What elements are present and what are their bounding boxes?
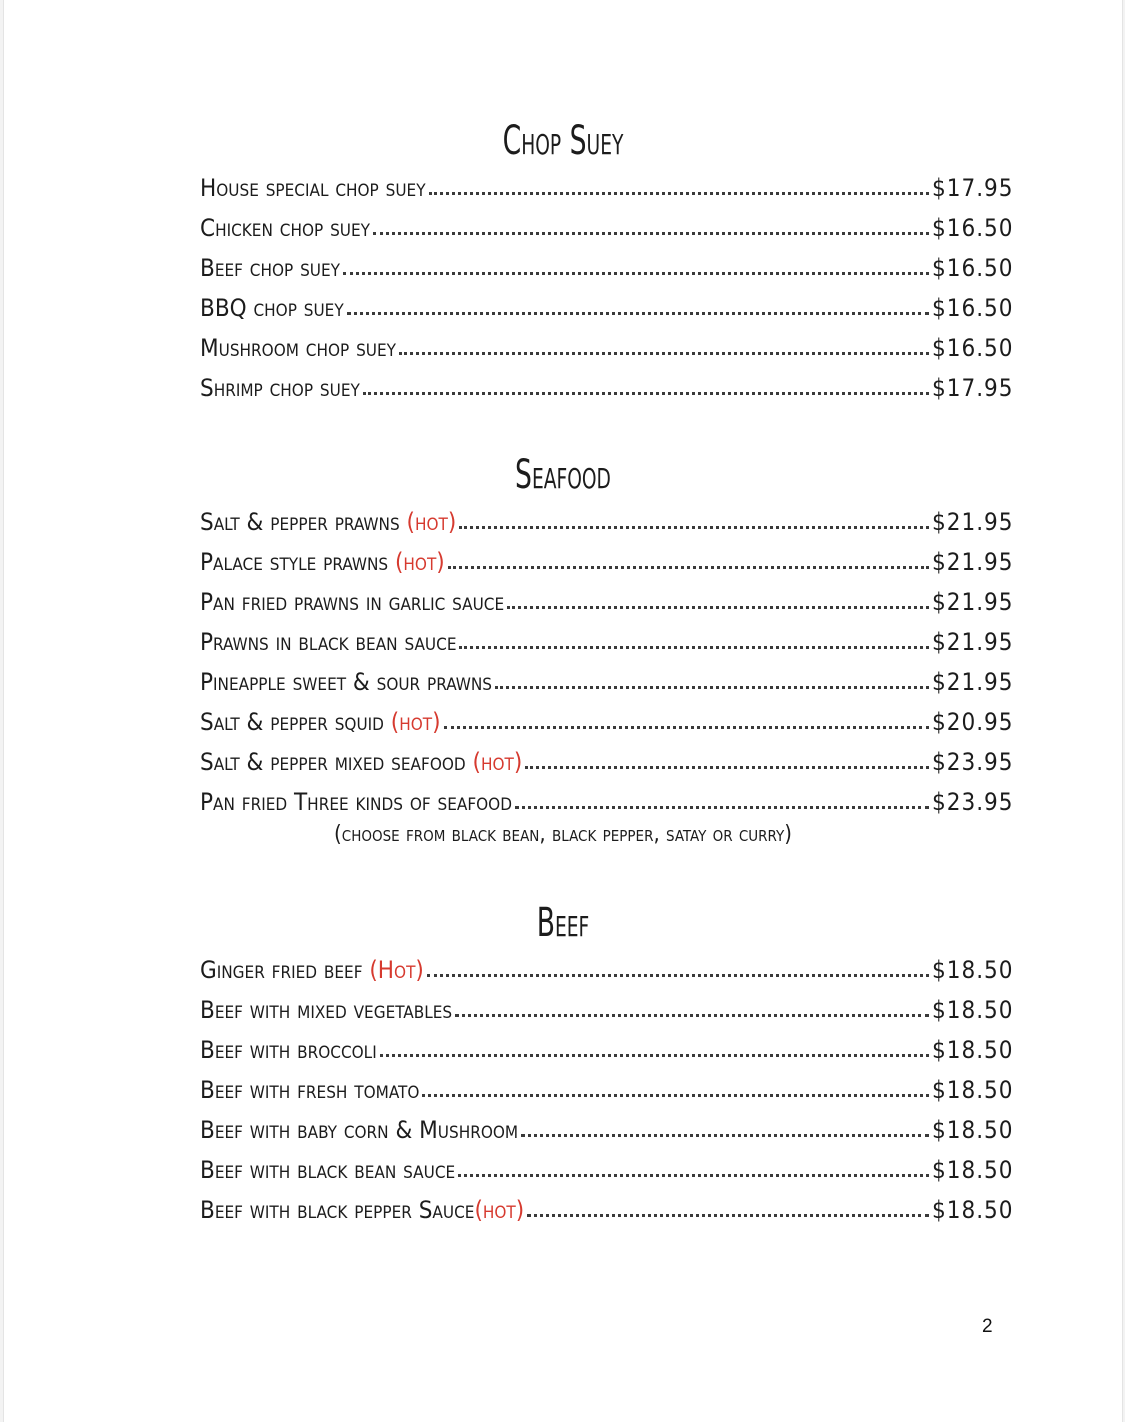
item-price: $21.95 (932, 508, 1014, 536)
item-price: $17.95 (932, 174, 1014, 202)
menu-item (200, 326, 1014, 366)
hot-tag: (hot) (474, 1196, 525, 1224)
item-price: $21.95 (932, 668, 1014, 696)
item-name: Beef with broccoli (200, 1036, 377, 1064)
dot-leader (515, 806, 929, 809)
item-price: $16.50 (932, 334, 1014, 362)
dot-leader (521, 1134, 929, 1137)
dot-leader (429, 192, 929, 195)
menu-item (200, 948, 1014, 988)
item-name: Pan fried prawns in garlic sauce (200, 588, 505, 616)
dot-leader (458, 1174, 929, 1177)
menu-item (200, 620, 1014, 660)
item-name: Prawns in black bean sauce (200, 628, 457, 656)
item-price: $18.50 (932, 1076, 1014, 1104)
menu-item (200, 500, 1014, 540)
dot-leader (444, 726, 929, 729)
item-name: Beef with mixed vegetables (200, 996, 453, 1024)
menu-item (200, 1028, 1014, 1068)
item-price: $20.95 (932, 708, 1014, 736)
menu-item (200, 1148, 1014, 1188)
dot-leader (427, 974, 929, 977)
menu-item (200, 1188, 1014, 1228)
menu-item (200, 1108, 1014, 1148)
dot-leader (380, 1054, 929, 1057)
item-price: $23.95 (932, 788, 1014, 816)
dot-leader (347, 312, 929, 315)
hot-tag: (hot) (472, 748, 523, 776)
dot-leader (455, 1014, 929, 1017)
dot-leader (525, 766, 929, 769)
dot-leader (448, 566, 929, 569)
hot-tag: (hot) (390, 708, 441, 736)
item-price: $18.50 (932, 956, 1014, 984)
menu-item (200, 1068, 1014, 1108)
menu-item (200, 286, 1014, 326)
menu-item (200, 700, 1014, 740)
section-title-chop-suey: Chop Suey (502, 118, 624, 164)
item-name: Beef with black pepper Sauce(hot) (200, 1196, 525, 1224)
menu-item (200, 988, 1014, 1028)
item-name: Beef with fresh tomato (200, 1076, 420, 1104)
item-price: $18.50 (932, 1156, 1014, 1184)
dot-leader (495, 686, 929, 689)
item-price: $16.50 (932, 294, 1014, 322)
menu-item (200, 580, 1014, 620)
item-name: Chicken chop suey (200, 214, 370, 242)
sauce-choice-note: (choose from black bean, black pepper, satay or curry) (334, 822, 792, 847)
section-title-beef: Beef (536, 900, 590, 946)
page-number: 2 (982, 1316, 993, 1337)
menu-item (200, 246, 1014, 286)
item-name: Beef chop suey (200, 254, 341, 282)
item-name: Shrimp chop suey (200, 374, 360, 402)
menu-item (200, 366, 1014, 406)
menu-item (200, 740, 1014, 780)
dot-leader (527, 1214, 929, 1217)
item-price: $21.95 (932, 588, 1014, 616)
dot-leader (363, 392, 929, 395)
menu-item (200, 206, 1014, 246)
item-price: $18.50 (932, 1116, 1014, 1144)
item-price: $16.50 (932, 254, 1014, 282)
item-price: $23.95 (932, 748, 1014, 776)
hot-tag: (hot) (395, 548, 445, 576)
menu-item (200, 660, 1014, 700)
item-name: Ginger fried beef (Hot) (200, 956, 424, 984)
dot-leader (343, 272, 929, 275)
menu-item (200, 166, 1014, 206)
item-name: House special chop suey (200, 174, 426, 202)
item-price: $21.95 (932, 548, 1014, 576)
hot-tag: (hot) (406, 508, 457, 536)
menu-item (200, 780, 1014, 820)
dot-leader (459, 646, 929, 649)
item-name: Palace style prawns (hot) (200, 548, 445, 576)
item-name: Beef with black bean sauce (200, 1156, 456, 1184)
menu-list-seafood (200, 500, 1014, 820)
menu-page (3, 0, 1123, 1422)
item-price: $18.50 (932, 996, 1014, 1024)
menu-list-beef (200, 948, 1014, 1228)
item-name: Salt & pepper mixed seafood (hot) (200, 748, 523, 776)
item-name: Mushroom chop suey (200, 334, 397, 362)
item-price: $18.50 (932, 1036, 1014, 1064)
dot-leader (459, 526, 929, 529)
dot-leader (422, 1094, 929, 1097)
section-title-seafood: Seafood (515, 452, 611, 498)
item-name: Pan fried Three kinds of seafood (200, 788, 512, 816)
item-price: $16.50 (932, 214, 1014, 242)
item-price: $17.95 (932, 374, 1014, 402)
dot-leader (507, 606, 929, 609)
item-name: BBQ chop suey (200, 294, 344, 322)
menu-item (200, 540, 1014, 580)
item-price: $18.50 (932, 1196, 1014, 1224)
dot-leader (399, 352, 929, 355)
item-price: $21.95 (932, 628, 1014, 656)
dot-leader (373, 232, 929, 235)
hot-tag: (Hot) (369, 956, 424, 984)
item-name: Salt & pepper prawns (hot) (200, 508, 457, 536)
item-name: Beef with baby corn & Mushroom (200, 1116, 519, 1144)
menu-list-chop-suey (200, 166, 1014, 406)
item-name: Pineapple sweet & sour prawns (200, 668, 493, 696)
item-name: Salt & pepper squid (hot) (200, 708, 441, 736)
